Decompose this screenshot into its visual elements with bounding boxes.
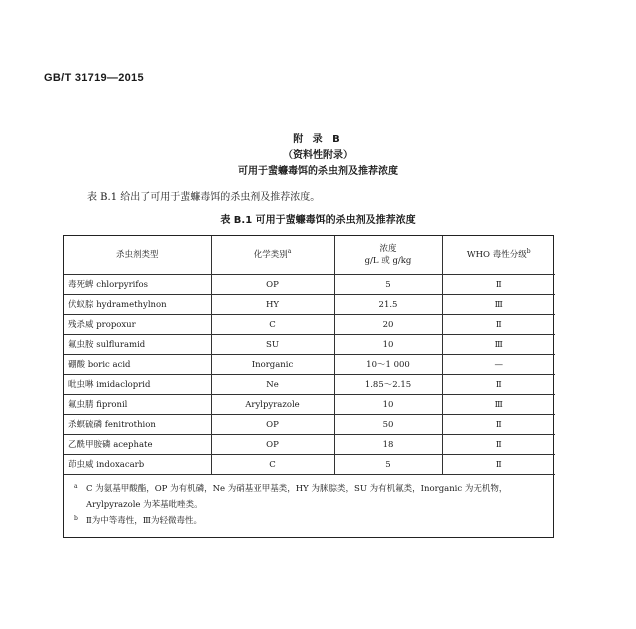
insecticide-name-cell: 氟虫腈 fipronil (64, 395, 211, 415)
note-b (74, 513, 547, 529)
concentration-cell: 18 (334, 435, 442, 455)
who-class-cell: Ⅱ (442, 275, 555, 295)
table-row (64, 375, 555, 395)
note-a (74, 481, 547, 497)
concentration-cell: 10 (334, 335, 442, 355)
header-concentration-unit: g/L 或 g/kg (364, 256, 412, 266)
who-class-cell: — (442, 355, 555, 375)
header-concentration-label: 浓度 (379, 244, 397, 254)
concentration-cell: 50 (334, 415, 442, 435)
concentration-cell: 20 (334, 315, 442, 335)
appendix-subtitle: （资料性附录） (283, 150, 353, 161)
concentration-cell: 10 (334, 395, 442, 415)
chemical-class-cell: OP (211, 275, 334, 295)
table-row (64, 395, 555, 415)
header-chemical-class-label: 化学类别 (253, 250, 288, 260)
footnote-ref-a: a (287, 248, 292, 256)
appendix-name: 可用于蜚蠊毒饵的杀虫剂及推荐浓度 (238, 166, 398, 177)
insecticide-name-cell: 伏蚁腙 hydramethylnon (64, 295, 211, 315)
note-a-mark: a (74, 483, 78, 490)
who-class-cell: Ⅱ (442, 415, 555, 435)
table-header-row (64, 236, 555, 275)
intro-paragraph: 表 B.1 给出了可用于蜚蠊毒饵的杀虫剂及推荐浓度。 (87, 192, 321, 203)
chemical-class-cell: OP (211, 415, 334, 435)
concentration-cell: 5 (334, 275, 442, 295)
header-insecticide-type-label: 杀虫剂类型 (115, 250, 159, 260)
concentration-cell: 1.85～2.15 (334, 375, 442, 395)
concentration-cell: 10～1 000 (334, 355, 442, 375)
insecticide-name-cell: 吡虫啉 imidacloprid (64, 375, 211, 395)
header-concentration (334, 236, 442, 275)
chemical-class-cell: C (211, 315, 334, 335)
insecticide-name-cell: 硼酸 boric acid (64, 355, 211, 375)
table-notes (64, 475, 555, 538)
chemical-class-cell: C (211, 455, 334, 475)
standard-number: GB/T 31719—2015 (44, 72, 144, 84)
header-who-toxicity-label: WHO 毒性分级 (466, 250, 527, 260)
header-who-toxicity (442, 236, 555, 275)
appendix-title: 附 录 B (293, 134, 343, 145)
note-b-text: Ⅱ为中等毒性，Ⅲ为轻微毒性。 (86, 516, 202, 526)
table-row (64, 315, 555, 335)
table-row (64, 355, 555, 375)
table-caption: 表 B.1 可用于蜚蠊毒饵的杀虫剂及推荐浓度 (220, 215, 416, 226)
note-b-mark: b (74, 515, 78, 522)
insecticide-name-cell: 残杀威 propoxur (64, 315, 211, 335)
table-row (64, 435, 555, 455)
insecticide-name-cell: 杀螟硫磷 fenitrothion (64, 415, 211, 435)
chemical-class-cell: SU (211, 335, 334, 355)
chemical-class-cell: Inorganic (211, 355, 334, 375)
who-class-cell: Ⅱ (442, 375, 555, 395)
note-a-text-line2: Arylpyrazole 为苯基吡唑类。 (86, 500, 203, 510)
who-class-cell: Ⅱ (442, 315, 555, 335)
table-row (64, 275, 555, 295)
who-class-cell: Ⅲ (442, 335, 555, 355)
header-chemical-class (211, 236, 334, 275)
table-row (64, 415, 555, 435)
chemical-class-cell: OP (211, 435, 334, 455)
insecticide-name-cell: 茚虫威 indoxacarb (64, 455, 211, 475)
chemical-class-cell: Arylpyrazole (211, 395, 334, 415)
table-row (64, 295, 555, 315)
note-a-text-line1: C 为氨基甲酸酯，OP 为有机磷，Ne 为硝基亚甲基类，HY 为脒腙类，SU 为有机氟类，Inorganic 为无机物， (86, 484, 508, 494)
who-class-cell: Ⅱ (442, 455, 555, 475)
insecticide-name-cell: 氟虫胺 sulfluramid (64, 335, 211, 355)
who-class-cell: Ⅲ (442, 295, 555, 315)
header-insecticide-type (64, 236, 211, 275)
who-class-cell: Ⅱ (442, 435, 555, 455)
chemical-class-cell: Ne (211, 375, 334, 395)
insecticide-name-cell: 乙酰甲胺磷 acephate (64, 435, 211, 455)
table-row (64, 455, 555, 475)
who-class-cell: Ⅲ (442, 395, 555, 415)
insecticide-table (63, 235, 554, 538)
footnote-ref-b: b (526, 248, 531, 256)
concentration-cell: 5 (334, 455, 442, 475)
table-notes-row (64, 475, 555, 538)
chemical-class-cell: HY (211, 295, 334, 315)
note-a-continued (86, 497, 547, 513)
insecticide-name-cell: 毒死蜱 chlorpyrifos (64, 275, 211, 295)
concentration-cell: 21.5 (334, 295, 442, 315)
table-row (64, 335, 555, 355)
